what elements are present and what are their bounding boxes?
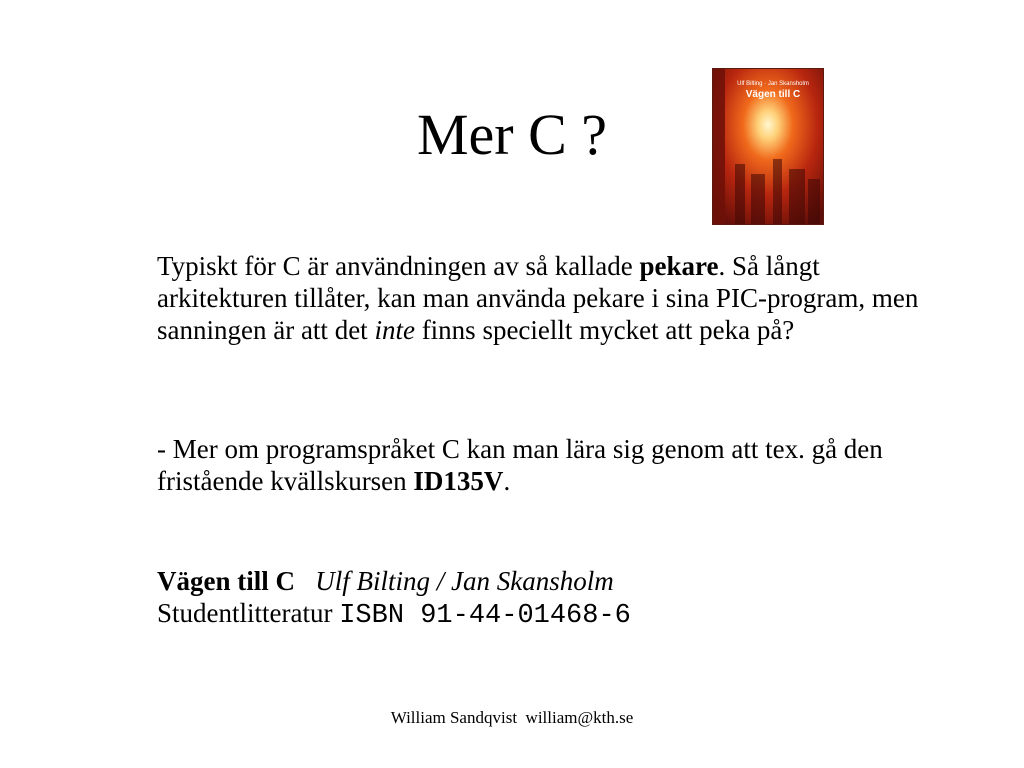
footer-name: William Sandqvist [390,708,518,727]
book-reference [157,565,937,632]
paragraph-course [157,433,937,497]
course-code: ID135V [413,466,504,496]
paragraph-pointers-bold: pekare [639,251,719,281]
book-isbn: ISBN 91-44-01468-6 [339,601,631,631]
paragraph-pointers-text-a: Typiskt för C är användningen av så kallade [157,251,640,281]
paragraph-pointers-text-c: finns speciellt mycket att peka på? [414,315,795,345]
paragraph-course-text-b: . [503,466,511,496]
book-title: Vägen till C [157,566,295,596]
slide-footer [0,707,1024,729]
cover-author-line: Ulf Bilting · Jan Skansholm [737,81,809,87]
book-authors: Ulf Bilting / Jan Skansholm [315,566,614,596]
book-cover-image [712,68,824,225]
paragraph-pointers [157,250,937,346]
cover-title: Vägen till C [745,89,801,100]
book-publisher: Studentlitteratur [157,598,333,628]
slide-title: Mer C ? [416,102,608,167]
paragraph-pointers-italic: inte [374,315,415,345]
book-cover-graphic [713,69,823,224]
paragraph-pointers-text-b: . Så långt arkitekturen tillåter, kan man använda pekare i sina PIC-program, men sanningen är att det [157,251,919,345]
paragraph-course-text-a: - Mer om programspråket C kan man lära sig genom att tex. gå den fristående kvällskursen [157,434,883,496]
footer-email: william@kth.se [525,708,634,727]
